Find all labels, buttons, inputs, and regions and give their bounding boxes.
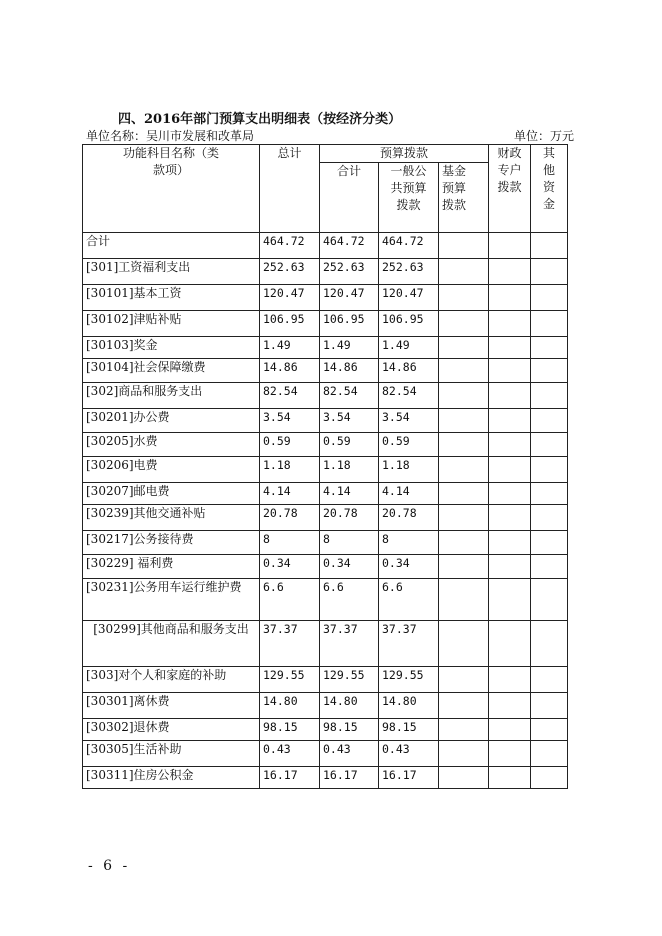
row-name: [30103]奖金 xyxy=(83,337,260,359)
row-subtotal: 1.18 xyxy=(320,457,379,483)
table-row xyxy=(83,483,568,505)
row-fund xyxy=(439,555,489,579)
unit-measure: 单位：万元 xyxy=(514,129,575,143)
row-fund xyxy=(439,719,489,741)
row-other xyxy=(531,409,568,433)
row-fund xyxy=(439,505,489,531)
table-row xyxy=(83,621,568,667)
row-general: 129.55 xyxy=(379,667,439,693)
row-name: [302]商品和服务支出 xyxy=(83,383,260,409)
row-fund xyxy=(439,767,489,789)
row-other xyxy=(531,531,568,555)
table-row xyxy=(83,409,568,433)
row-fund xyxy=(439,409,489,433)
row-subtotal: 6.6 xyxy=(320,579,379,621)
row-name: [30229] 福利费 xyxy=(83,555,260,579)
row-fund xyxy=(439,233,489,259)
row-subtotal: 0.59 xyxy=(320,433,379,457)
row-name: [30299]其他商品和服务支出 xyxy=(83,621,260,667)
row-name: [301]工资福利支出 xyxy=(83,259,260,285)
row-fund xyxy=(439,285,489,311)
row-special xyxy=(489,741,531,767)
row-name: [30302]退休费 xyxy=(83,719,260,741)
row-special xyxy=(489,233,531,259)
row-total: 0.34 xyxy=(260,555,320,579)
row-special xyxy=(489,483,531,505)
row-subtotal: 1.49 xyxy=(320,337,379,359)
row-total: 8 xyxy=(260,531,320,555)
row-general: 1.49 xyxy=(379,337,439,359)
row-other xyxy=(531,259,568,285)
row-fund xyxy=(439,311,489,337)
table-row xyxy=(83,719,568,741)
row-total: 20.78 xyxy=(260,505,320,531)
row-subtotal: 37.37 xyxy=(320,621,379,667)
header-total: 总计 xyxy=(260,145,320,233)
row-fund xyxy=(439,621,489,667)
row-total: 120.47 xyxy=(260,285,320,311)
row-general: 4.14 xyxy=(379,483,439,505)
row-general: 1.18 xyxy=(379,457,439,483)
row-name: [30206]电费 xyxy=(83,457,260,483)
table-row xyxy=(83,359,568,383)
row-other xyxy=(531,579,568,621)
row-name: 合计 xyxy=(83,233,260,259)
row-fund xyxy=(439,693,489,719)
row-general: 6.6 xyxy=(379,579,439,621)
table-row xyxy=(83,285,568,311)
row-special xyxy=(489,433,531,457)
row-total: 37.37 xyxy=(260,621,320,667)
row-general: 98.15 xyxy=(379,719,439,741)
row-other xyxy=(531,483,568,505)
row-fund xyxy=(439,433,489,457)
row-other xyxy=(531,741,568,767)
row-general: 0.34 xyxy=(379,555,439,579)
header-other xyxy=(531,145,568,233)
row-general: 14.80 xyxy=(379,693,439,719)
row-general: 8 xyxy=(379,531,439,555)
table-row xyxy=(83,233,568,259)
row-special xyxy=(489,555,531,579)
row-subtotal: 252.63 xyxy=(320,259,379,285)
row-subtotal: 120.47 xyxy=(320,285,379,311)
row-subtotal: 129.55 xyxy=(320,667,379,693)
row-special xyxy=(489,457,531,483)
table-row xyxy=(83,433,568,457)
row-name: [30102]津贴补贴 xyxy=(83,311,260,337)
row-fund xyxy=(439,383,489,409)
table-row xyxy=(83,531,568,555)
row-total: 1.49 xyxy=(260,337,320,359)
table-row xyxy=(83,457,568,483)
row-fund xyxy=(439,359,489,383)
row-name: [30301]离休费 xyxy=(83,693,260,719)
row-fund xyxy=(439,667,489,693)
row-special xyxy=(489,409,531,433)
row-general: 82.54 xyxy=(379,383,439,409)
table-row xyxy=(83,741,568,767)
row-special xyxy=(489,531,531,555)
row-other xyxy=(531,359,568,383)
row-fund xyxy=(439,259,489,285)
row-other xyxy=(531,433,568,457)
budget-table xyxy=(82,144,568,789)
row-name: [30207]邮电费 xyxy=(83,483,260,505)
row-total: 0.43 xyxy=(260,741,320,767)
table-row xyxy=(83,505,568,531)
row-general: 3.54 xyxy=(379,409,439,433)
row-other xyxy=(531,667,568,693)
row-special xyxy=(489,621,531,667)
row-total: 106.95 xyxy=(260,311,320,337)
row-name: [30217]公务接待费 xyxy=(83,531,260,555)
row-fund xyxy=(439,531,489,555)
row-subtotal: 14.80 xyxy=(320,693,379,719)
row-general: 106.95 xyxy=(379,311,439,337)
row-general: 20.78 xyxy=(379,505,439,531)
row-other xyxy=(531,621,568,667)
row-special xyxy=(489,719,531,741)
row-general: 252.63 xyxy=(379,259,439,285)
header-function-text: 功能科目名称（类款项） xyxy=(123,146,220,177)
table-row xyxy=(83,337,568,359)
header-budget-group: 预算拨款 xyxy=(320,145,489,163)
row-general: 120.47 xyxy=(379,285,439,311)
row-name: [30205]水费 xyxy=(83,433,260,457)
row-special xyxy=(489,667,531,693)
row-total: 4.14 xyxy=(260,483,320,505)
row-name: [30305]生活补助 xyxy=(83,741,260,767)
row-general: 37.37 xyxy=(379,621,439,667)
row-other xyxy=(531,719,568,741)
row-total: 14.80 xyxy=(260,693,320,719)
row-other xyxy=(531,285,568,311)
row-total: 3.54 xyxy=(260,409,320,433)
row-subtotal: 14.86 xyxy=(320,359,379,383)
table-row xyxy=(83,555,568,579)
table-row xyxy=(83,579,568,621)
row-other xyxy=(531,337,568,359)
row-general: 464.72 xyxy=(379,233,439,259)
page-number: - 6 - xyxy=(88,858,131,874)
row-subtotal: 82.54 xyxy=(320,383,379,409)
row-other xyxy=(531,767,568,789)
table-row xyxy=(83,667,568,693)
row-subtotal: 106.95 xyxy=(320,311,379,337)
row-total: 6.6 xyxy=(260,579,320,621)
row-special xyxy=(489,285,531,311)
row-total: 14.86 xyxy=(260,359,320,383)
row-total: 0.59 xyxy=(260,433,320,457)
table-row xyxy=(83,311,568,337)
header-fund-text: 基金预算拨款 xyxy=(442,164,467,212)
row-subtotal: 4.14 xyxy=(320,483,379,505)
row-name: [30311]住房公积金 xyxy=(83,767,260,789)
header-other-text: 其他资金 xyxy=(542,146,555,211)
row-name: [30201]办公费 xyxy=(83,409,260,433)
row-other xyxy=(531,693,568,719)
row-fund xyxy=(439,457,489,483)
row-fund xyxy=(439,579,489,621)
unit-name: 单位名称：吴川市发展和改革局 xyxy=(86,129,255,143)
row-name: [30231]公务用车运行维护费 xyxy=(83,579,260,621)
header-special xyxy=(489,145,531,233)
row-total: 252.63 xyxy=(260,259,320,285)
row-fund xyxy=(439,337,489,359)
row-total: 129.55 xyxy=(260,667,320,693)
row-other xyxy=(531,555,568,579)
row-general: 16.17 xyxy=(379,767,439,789)
row-name: [30239]其他交通补贴 xyxy=(83,505,260,531)
row-general: 0.43 xyxy=(379,741,439,767)
header-general xyxy=(379,163,439,233)
row-total: 16.17 xyxy=(260,767,320,789)
row-general: 0.59 xyxy=(379,433,439,457)
row-name: [30101]基本工资 xyxy=(83,285,260,311)
row-subtotal: 16.17 xyxy=(320,767,379,789)
row-subtotal: 3.54 xyxy=(320,409,379,433)
table-row xyxy=(83,767,568,789)
row-name: [30104]社会保障缴费 xyxy=(83,359,260,383)
row-subtotal: 98.15 xyxy=(320,719,379,741)
row-special xyxy=(489,337,531,359)
row-special xyxy=(489,579,531,621)
row-total: 82.54 xyxy=(260,383,320,409)
row-other xyxy=(531,457,568,483)
header-subtotal: 合计 xyxy=(320,163,379,233)
table-row xyxy=(83,693,568,719)
row-total: 98.15 xyxy=(260,719,320,741)
row-special xyxy=(489,383,531,409)
row-subtotal: 0.34 xyxy=(320,555,379,579)
header-special-text: 财政专户拨款 xyxy=(497,146,522,194)
row-special xyxy=(489,359,531,383)
header-fund xyxy=(439,163,489,233)
row-subtotal: 8 xyxy=(320,531,379,555)
row-special xyxy=(489,693,531,719)
table-row xyxy=(83,259,568,285)
row-other xyxy=(531,311,568,337)
row-subtotal: 20.78 xyxy=(320,505,379,531)
table-title: 四、2016年部门预算支出明细表（按经济分类） xyxy=(118,112,402,127)
row-special xyxy=(489,259,531,285)
table-row xyxy=(83,383,568,409)
row-name: [303]对个人和家庭的补助 xyxy=(83,667,260,693)
row-special xyxy=(489,311,531,337)
row-special xyxy=(489,505,531,531)
row-fund xyxy=(439,483,489,505)
row-subtotal: 0.43 xyxy=(320,741,379,767)
row-other xyxy=(531,383,568,409)
row-other xyxy=(531,233,568,259)
row-other xyxy=(531,505,568,531)
row-fund xyxy=(439,741,489,767)
row-general: 14.86 xyxy=(379,359,439,383)
row-total: 1.18 xyxy=(260,457,320,483)
row-subtotal: 464.72 xyxy=(320,233,379,259)
row-special xyxy=(489,767,531,789)
header-general-text: 一般公共预算拨款 xyxy=(390,164,427,212)
header-function xyxy=(83,145,260,233)
row-total: 464.72 xyxy=(260,233,320,259)
